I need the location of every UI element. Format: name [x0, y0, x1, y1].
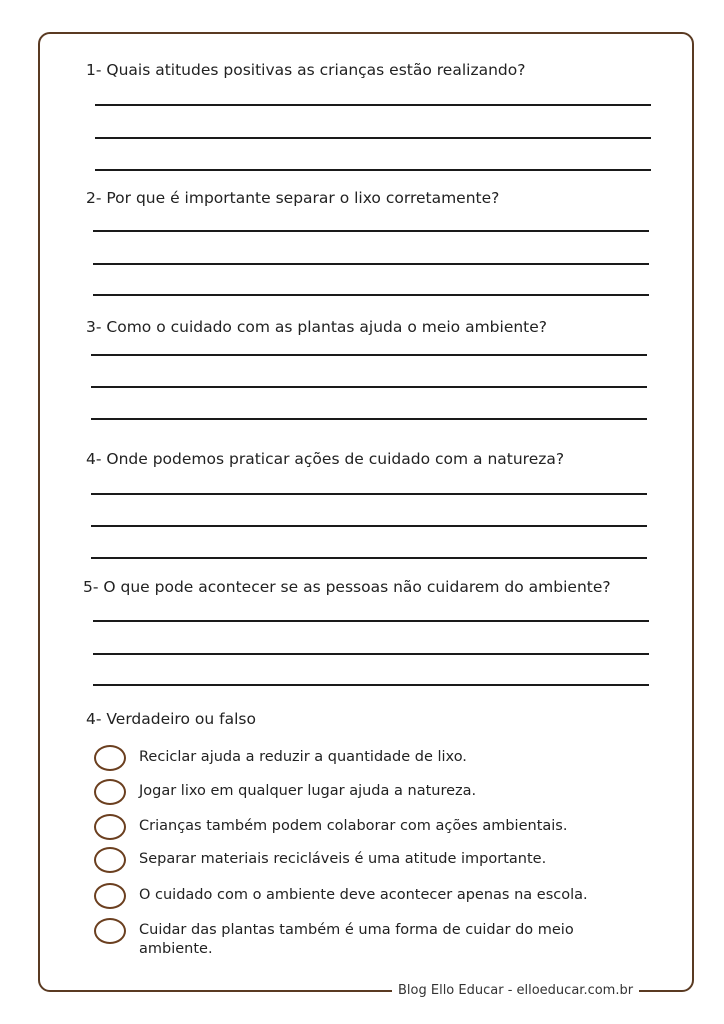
- answer-circle[interactable]: [94, 745, 126, 771]
- answer-line[interactable]: [93, 294, 649, 296]
- tf-item-text: Jogar lixo em qualquer lugar ajuda a natureza.: [139, 783, 477, 799]
- tf-item-text: O cuidado com o ambiente deve acontecer apenas na escola.: [139, 887, 588, 903]
- answer-line[interactable]: [93, 230, 649, 232]
- answer-line[interactable]: [95, 104, 651, 106]
- answer-line[interactable]: [93, 653, 649, 655]
- answer-line[interactable]: [95, 169, 651, 171]
- answer-line[interactable]: [91, 525, 647, 527]
- answer-line[interactable]: [95, 137, 651, 139]
- tf-item-text: Cuidar das plantas também é uma forma de cuidar do meio ambiente.: [139, 922, 574, 957]
- answer-line[interactable]: [91, 386, 647, 388]
- answer-circle[interactable]: [94, 779, 126, 805]
- answer-line[interactable]: [93, 620, 649, 622]
- question-4: 4- Onde podemos praticar ações de cuidado com a natureza?: [86, 450, 565, 468]
- question-1: 1- Quais atitudes positivas as crianças estão realizando?: [86, 61, 526, 79]
- answer-circle[interactable]: [94, 918, 126, 944]
- question-3: 3- Como o cuidado com as plantas ajuda o meio ambiente?: [86, 318, 548, 336]
- answer-circle[interactable]: [94, 883, 126, 909]
- answer-line[interactable]: [91, 418, 647, 420]
- question-5: 5- O que pode acontecer se as pessoas não cuidarem do ambiente?: [83, 578, 611, 596]
- answer-line[interactable]: [91, 493, 647, 495]
- tf-item-text: Reciclar ajuda a reduzir a quantidade de lixo.: [139, 749, 467, 765]
- true-false-title: 4- Verdadeiro ou falso: [86, 710, 256, 728]
- answer-line[interactable]: [93, 263, 649, 265]
- page-frame: [38, 32, 694, 992]
- question-2: 2- Por que é importante separar o lixo corretamente?: [86, 189, 500, 207]
- tf-item-text: Crianças também podem colaborar com ações ambientais.: [139, 818, 568, 834]
- answer-line[interactable]: [93, 684, 649, 686]
- footer-credit: Blog Ello Educar - elloeducar.com.br: [392, 983, 639, 998]
- answer-line[interactable]: [91, 354, 647, 356]
- tf-item-text: Separar materiais recicláveis é uma atitude importante.: [139, 851, 547, 867]
- answer-line[interactable]: [91, 557, 647, 559]
- answer-circle[interactable]: [94, 814, 126, 840]
- answer-circle[interactable]: [94, 847, 126, 873]
